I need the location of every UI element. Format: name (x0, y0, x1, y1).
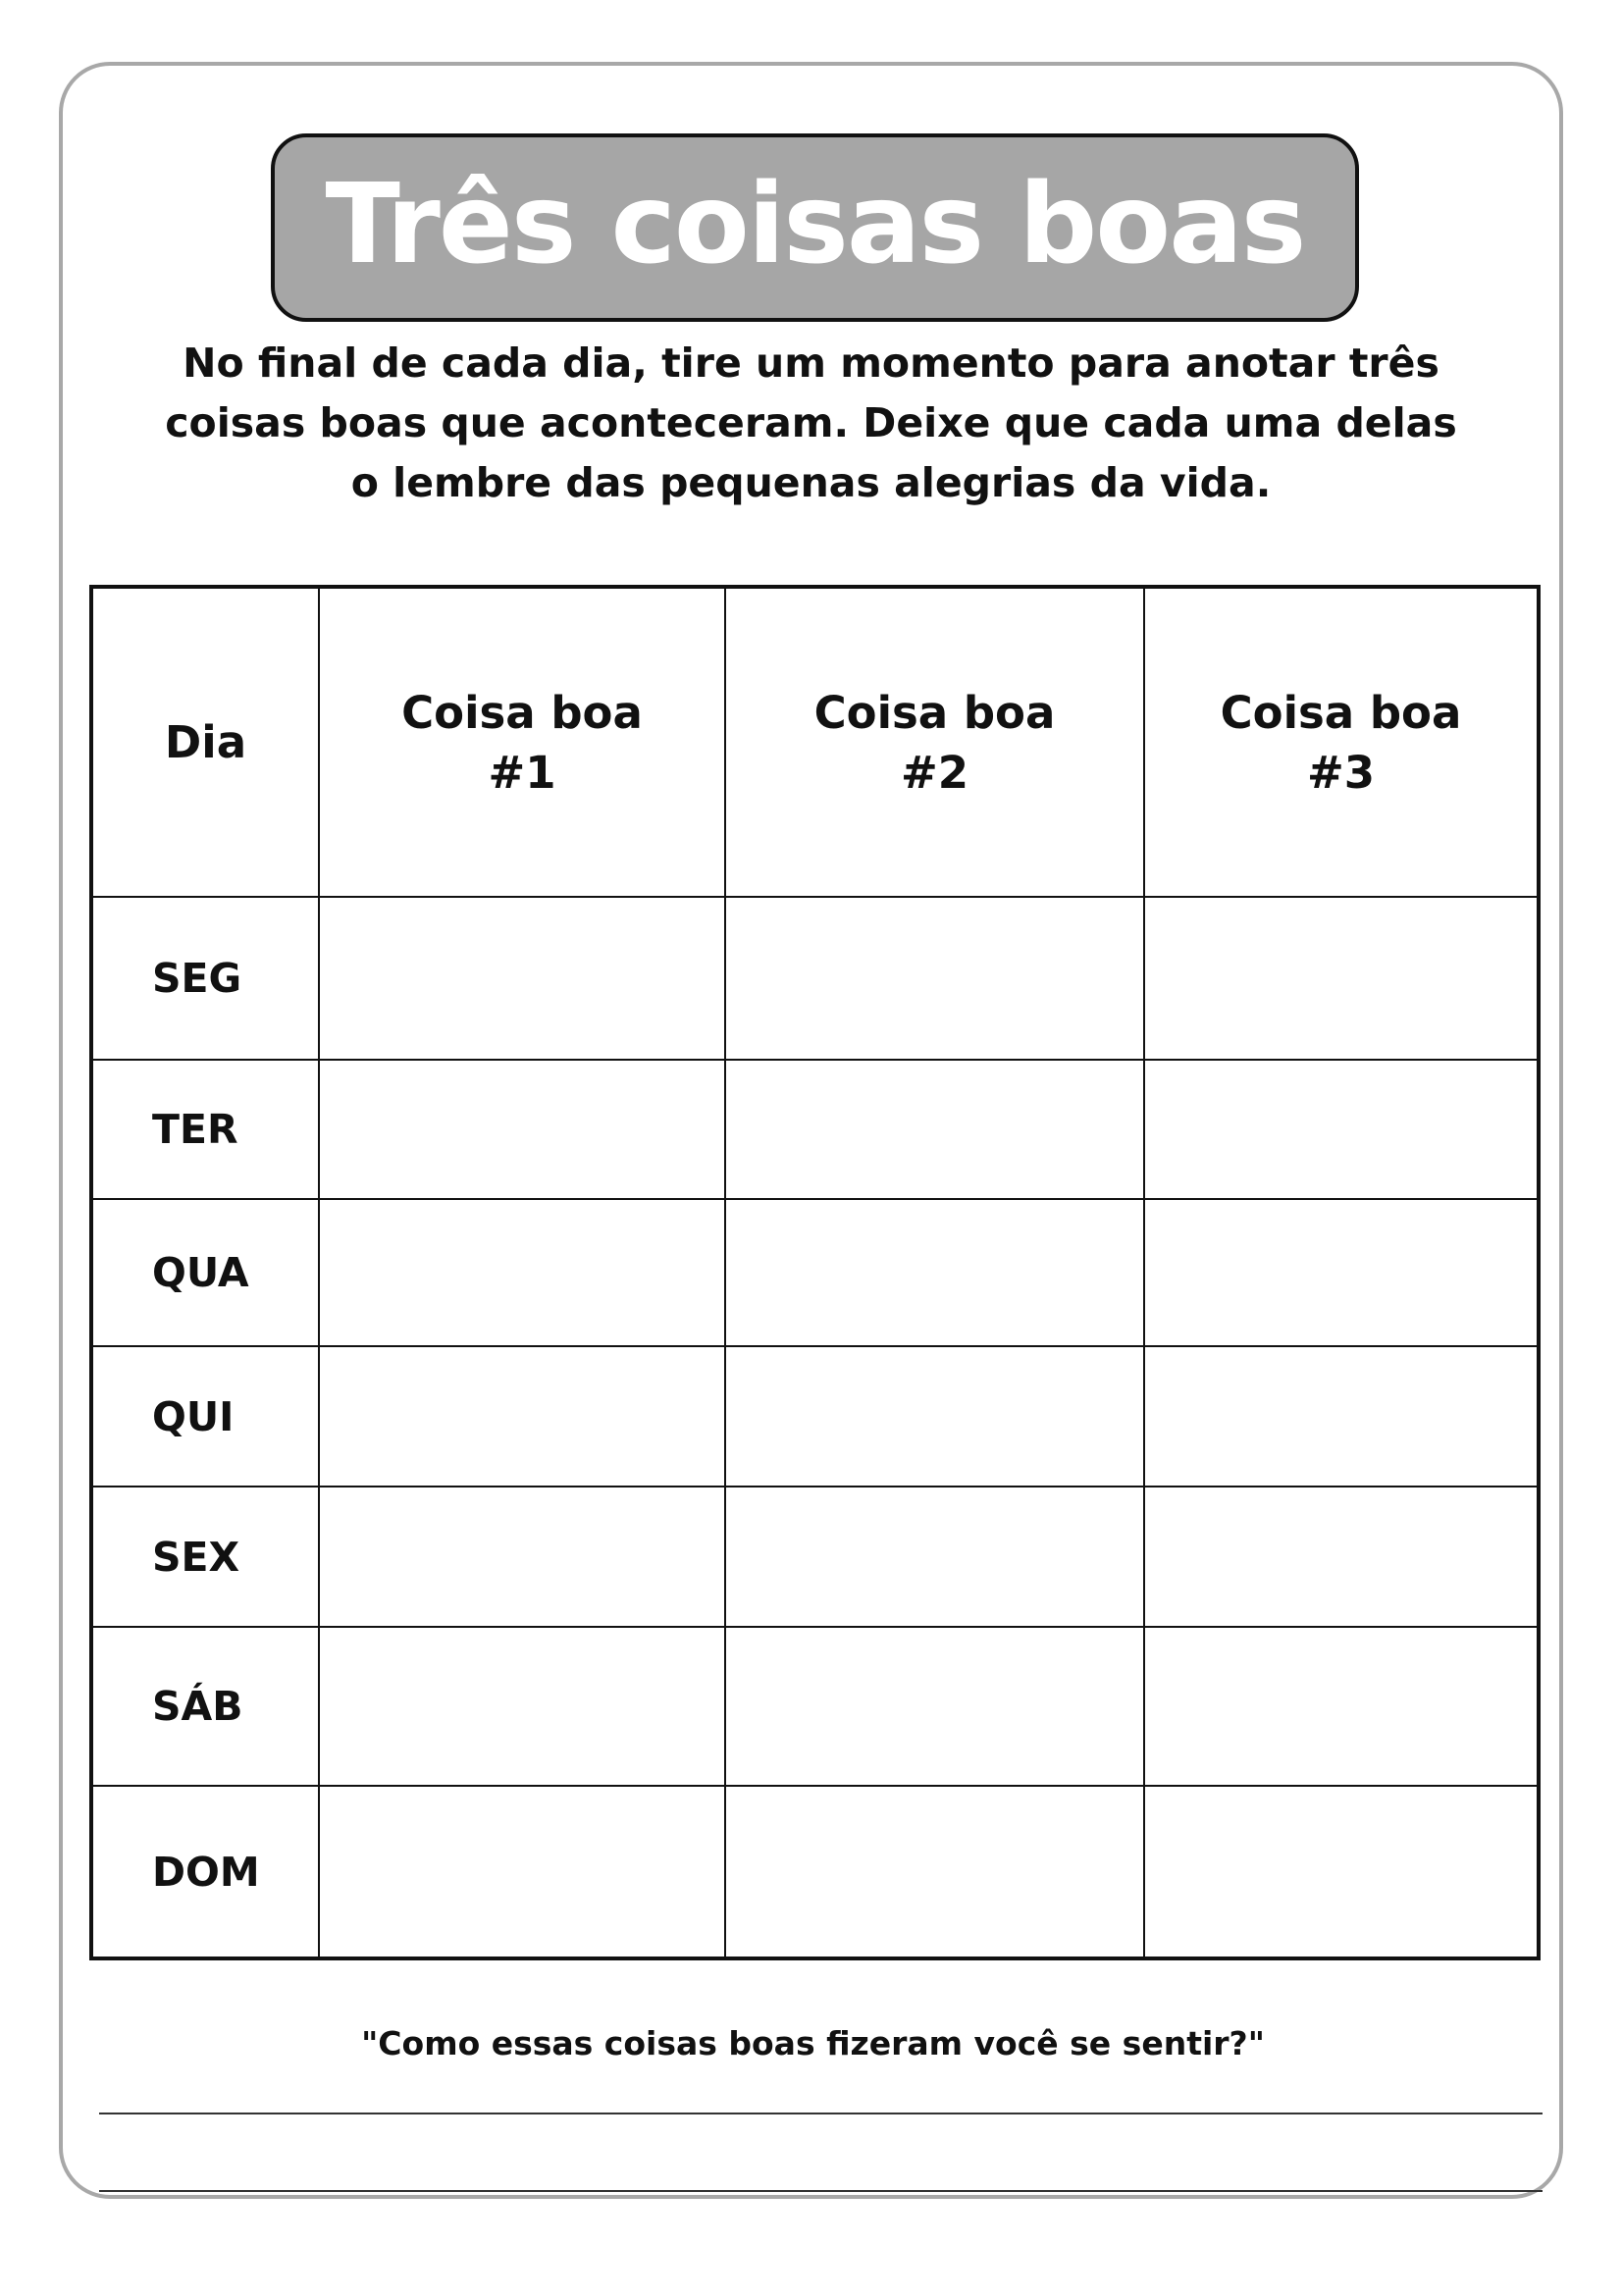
writing-line[interactable] (99, 2113, 1543, 2114)
title-banner (271, 133, 1359, 322)
table-header-row (91, 587, 1539, 897)
table-row (91, 1060, 1539, 1199)
entry-cell[interactable] (1144, 1487, 1539, 1627)
column-header-good-thing-2: Coisa boa #2 (725, 587, 1144, 897)
writing-line[interactable] (99, 2190, 1543, 2192)
entry-cell[interactable] (725, 1199, 1144, 1346)
day-label: SEG (91, 897, 319, 1060)
page-title: Três coisas boas (325, 161, 1305, 288)
entry-cell[interactable] (1144, 897, 1539, 1060)
entry-cell[interactable] (725, 1346, 1144, 1487)
instructions-line: coisas boas que aconteceram. Deixe que cada uma delas (165, 399, 1457, 446)
column-header-good-thing-1: Coisa boa #1 (319, 587, 725, 897)
table-row (91, 1786, 1539, 1958)
entry-cell[interactable] (1144, 1060, 1539, 1199)
table-row (91, 1487, 1539, 1627)
entry-cell[interactable] (319, 897, 725, 1060)
entry-cell[interactable] (319, 1627, 725, 1786)
entry-cell[interactable] (319, 1786, 725, 1958)
day-label: TER (91, 1060, 319, 1199)
day-label: QUA (91, 1199, 319, 1346)
instructions (137, 334, 1485, 513)
table-row (91, 1199, 1539, 1346)
reflection-question: "Como essas coisas boas fizeram você se sentir?" (361, 2024, 1265, 2062)
entry-cell[interactable] (725, 1627, 1144, 1786)
entry-cell[interactable] (725, 897, 1144, 1060)
entry-cell[interactable] (319, 1487, 725, 1627)
column-header-good-thing-3: Coisa boa #3 (1144, 587, 1539, 897)
entry-cell[interactable] (1144, 1786, 1539, 1958)
table-row (91, 1346, 1539, 1487)
day-label: QUI (91, 1346, 319, 1487)
column-header-day: Dia (91, 587, 319, 897)
entry-cell[interactable] (319, 1199, 725, 1346)
instructions-line: o lembre das pequenas alegrias da vida. (350, 459, 1272, 506)
entry-cell[interactable] (725, 1487, 1144, 1627)
day-label: DOM (91, 1786, 319, 1958)
entry-cell[interactable] (725, 1060, 1144, 1199)
entry-cell[interactable] (1144, 1346, 1539, 1487)
instructions-line: No final de cada dia, tire um momento para anotar três (183, 339, 1439, 387)
table-row (91, 897, 1539, 1060)
entry-cell[interactable] (1144, 1627, 1539, 1786)
day-label: SEX (91, 1487, 319, 1627)
table-row (91, 1627, 1539, 1786)
entry-cell[interactable] (319, 1346, 725, 1487)
entry-cell[interactable] (725, 1786, 1144, 1958)
entry-cell[interactable] (319, 1060, 725, 1199)
entry-cell[interactable] (1144, 1199, 1539, 1346)
day-label: SÁB (91, 1627, 319, 1786)
good-things-table (89, 585, 1541, 1960)
